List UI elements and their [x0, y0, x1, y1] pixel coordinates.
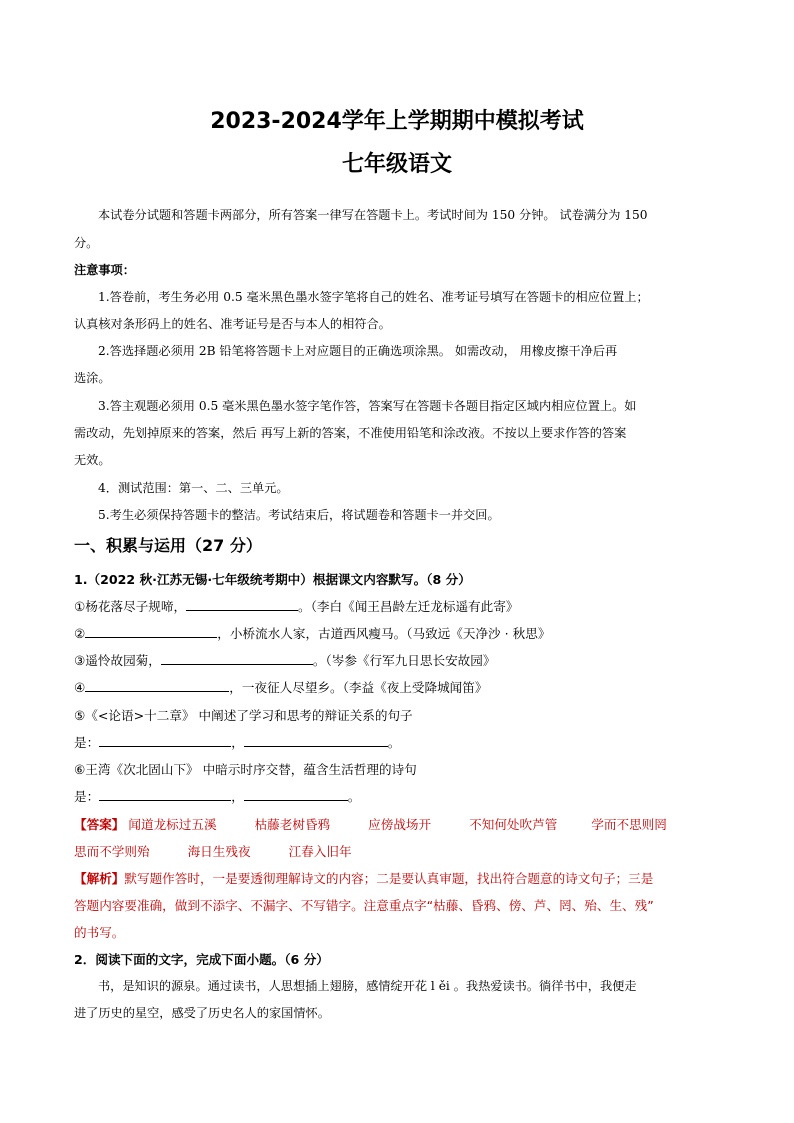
intro-line: 分。 [74, 236, 99, 250]
analysis-line: 的书写。 [74, 925, 125, 940]
question-stem: 2．阅读下面的文字，完成下面小题。（6 分） [74, 952, 329, 967]
passage-line: 书，是知识的源泉。通过读书，人思想插上翅膀，感情绽开花 l ěi 。我热爱读书。徜徉书中，我便走 [98, 979, 637, 993]
answer-blank[interactable] [99, 788, 231, 801]
answer-blank[interactable] [244, 788, 348, 801]
answer-text: 不知何处吹芦管 [469, 817, 558, 832]
notice-item: 认真核对条形码上的姓名、准考证号是否与本人的相符合。 [74, 317, 391, 331]
answer-blank[interactable] [161, 652, 313, 665]
notice-item: 选涂。 [74, 371, 111, 385]
notice-label: 注意事项： [74, 263, 135, 277]
answer-row [74, 814, 667, 833]
section-heading: 一、积累与运用（27 分） [74, 536, 262, 555]
dictation-item: ④ ，一夜征人尽望乡。（李益《夜上受降城闻笛》 [74, 680, 488, 695]
intro-line: 本试卷分试题和答题卡两部分，所有答案一律写在答题卡上。考试时间为 150 分钟。 试卷满分为 150 [98, 208, 648, 222]
page-title: 2023-2024学年上学期期中模拟考试 [210, 109, 584, 134]
dictation-item: ③遥怜故园菊， 。（岑参《行军九日思长安故园》 [74, 653, 496, 668]
answer-blank[interactable] [99, 734, 231, 747]
answer-blank[interactable] [85, 679, 229, 692]
answer-text: 思而不学则殆 [74, 844, 150, 859]
answer-text: 学而不思则罔 [591, 817, 667, 832]
notice-item: 1.答卷前，考生务必用 0.5 毫米黑色墨水签字笔将自己的姓名、准考证号填写在答题卡的相应位置上； [98, 290, 649, 304]
dictation-answer-line: 是： ， 。 [74, 789, 361, 804]
answer-blank[interactable] [186, 598, 298, 611]
passage-line: 进了历史的星空，感受了历史名人的家国情怀。 [74, 1006, 330, 1020]
notice-item: 3.答主观题必须用 0.5 毫米黑色墨水签字笔作答，答案写在答题卡各题目指定区域内相应位置上。如 [98, 399, 637, 413]
answer-blank[interactable] [244, 734, 388, 747]
answer-text: 枯藤老树昏鸦 [254, 817, 331, 832]
dictation-item: ①杨花落尽子规啼， 。（李白《闻王昌龄左迁龙标遥有此寄》 [74, 599, 519, 614]
dictation-item: ⑤《<论语>十二章》 中阐述了学习和思考的辩证关系的句子 [74, 708, 413, 723]
answer-text: 应傍战场开 [368, 817, 432, 832]
answer-label: 【答案】 [74, 817, 125, 832]
answer-row [74, 841, 352, 860]
notice-item: 需改动，先划掉原来的答案，然后 再写上新的答案，不准使用铅笔和涂改液。不按以上要求作答的答案 [74, 426, 627, 440]
dictation-answer-line: 是： ， 。 [74, 735, 401, 750]
answer-text: 闻道龙标过五溪 [128, 817, 217, 832]
notice-item: 5.考生必须保持答题卡的整洁。考试结束后，将试题卷和答题卡一并交回。 [98, 508, 500, 522]
analysis-label: 【解析】 [74, 871, 125, 886]
notice-item: 无效。 [74, 453, 111, 467]
analysis-line: 答题内容要准确，做到不添字、不漏字、不写错字。注意重点字“枯藤、昏鸦、傍、芦、罔、殆、生、残” [74, 898, 654, 913]
answer-text: 江春入旧年 [288, 844, 352, 859]
dictation-item: ② ，小桥流水人家，古道西风瘦马。（马致远《天净沙 · 秋思》 [74, 626, 551, 641]
answer-text: 海日生残夜 [187, 844, 251, 859]
notice-item: 2.答选择题必须用 2B 铅笔将答题卡上对应题目的正确选项涂黑。 如需改动， 用橡皮擦干净后再 [98, 344, 618, 358]
question-stem: 1.（2022 秋·江苏无锡·七年级统考期中）根据课文内容默写。（8 分） [74, 572, 471, 587]
notice-item: 4．测试范围：第一、二、三单元。 [98, 481, 289, 495]
page-subtitle: 七年级语文 [341, 152, 452, 177]
analysis-line: 【解析】默写题作答时，一是要透彻理解诗文的内容；二是要认真审题，找出符合题意的诗文句子；三是 [74, 871, 654, 886]
dictation-item: ⑥王湾《次北固山下》 中暗示时序交替，蕴含生活哲理的诗句 [74, 762, 417, 777]
answer-blank[interactable] [85, 625, 217, 638]
